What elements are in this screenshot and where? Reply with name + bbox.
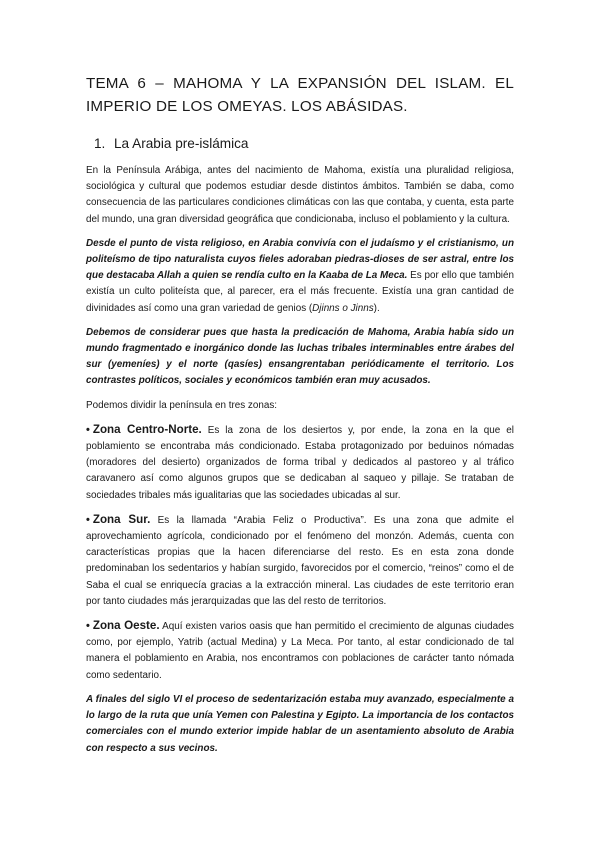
religion-emphasis: Desde el punto de vista religioso, en Arabia convivía con el judaísmo y el cristianismo, un politeísmo de tipo naturalista cuyos fieles adoraban piedras-dioses de ser astral, entre los que destacaba Allah a quien se rendía culto en la Kaaba de La Meca. — [86, 237, 514, 282]
page-title: TEMA 6 – MAHOMA Y LA EXPANSIÓN DEL ISLAM. EL IMPERIO DE LOS OMEYAS. LOS ABÁSIDAS. — [86, 75, 514, 115]
paragraph-intro: En la Península Arábiga, antes del nacimiento de Mahoma, existía una pluralidad religiosa, sociológica y cultural que podemos estudiar desde distintos ámbitos. También se daba, como consecuencia de las particulares condiciones climáticas con las que contaba, y cuenta, esta parte del mundo, una gran diversidad geográfica que condicionaba, incluso el poblamiento y la cultura. — [86, 165, 514, 225]
paragraph-religion — [86, 236, 514, 317]
religion-text: Es por ello que también existía un culto politeísta que, al parecer, era el más frecuente. Existía una gran cantidad de divinidades así como una gran variedad de genios ( — [86, 270, 514, 314]
zone-centro-norte — [86, 422, 514, 504]
paragraph-sedentarization: A finales del siglo VI el proceso de sedentarización estaba muy avanzado, especialmente a lo largo de la ruta que unía Yemen con Palestina y Egipto. La importancia de los contactos comerciales con el mundo exterior impide hablar de un asentamiento absoluto de Arabia con respecto a sus vecinos. — [86, 693, 514, 754]
section-number: 1. — [94, 136, 106, 151]
paragraph-zones-intro: Podemos dividir la península en tres zonas: — [86, 399, 278, 411]
zone-title: Zona Centro-Norte. — [92, 422, 202, 436]
djinns-term: Djinns o Jinns — [312, 302, 374, 314]
religion-end: ). — [373, 302, 380, 314]
zone-text: Aquí existen varios oasis que han permitido el crecimiento de algunas ciudades como, por ejemplo, Yatrib (actual Medina) y La Meca. Por tanto, al estar condicionado de tal manera el poblamiento en Arabia, nos encontramos con poblaciones de carácter tanto nómada como sedentario. — [86, 621, 514, 681]
zone-title: Zona Sur. — [92, 512, 151, 526]
bullet-icon: • — [86, 423, 90, 436]
bullet-icon: • — [86, 513, 90, 526]
zone-oeste — [86, 618, 514, 684]
zone-title: Zona Oeste. — [92, 619, 160, 633]
zone-text: Es la llamada “Arabia Feliz o Productiva”. Es una zona que admite el aprovechamiento agrícola, condicionado por el fenómeno del monzón. Además, cuenta con características propias que la hacen diferenciarse del resto. Es en esta zona donde predominaban los sedentarios y habían surgido, favorecidos por el comercio, “reinos” como el de Saba el cual se enriquecía gracias a la extracción mineral. Las ciudades de este territorio eran por tanto ciudades más jerarquizadas que las del resto de territorios. — [86, 514, 514, 607]
zone-sur — [86, 512, 514, 610]
section-label: La Arabia pre-islámica — [114, 136, 249, 151]
paragraph-fragmented-world: Debemos de considerar pues que hasta la predicación de Mahoma, Arabia había sido un mundo fragmentado e inorgánico donde las luchas tribales interminables entre árabes del sur (yemeníes) y el norte (qasíes) ensangrentaban periódicamente el territorio. Los contrastes políticos, sociales y económicos también eran muy acusados. — [86, 326, 514, 387]
bullet-icon: • — [86, 620, 90, 633]
zone-text: Es la zona de los desiertos y, por ende, la zona en la que el poblamiento se encontraba más condicionado. Estaba protagonizado por beduinos nómadas (moradores del desierto) organizados de forma tribal y dedicados al pastoreo y al tráfico caravanero así como algunos grupos que se dedicaban al saqueo y pillaje. Se trataban de sociedades tribales más igualitarias que las sociedades ubicadas al sur. — [86, 424, 514, 501]
section-heading — [94, 136, 514, 151]
